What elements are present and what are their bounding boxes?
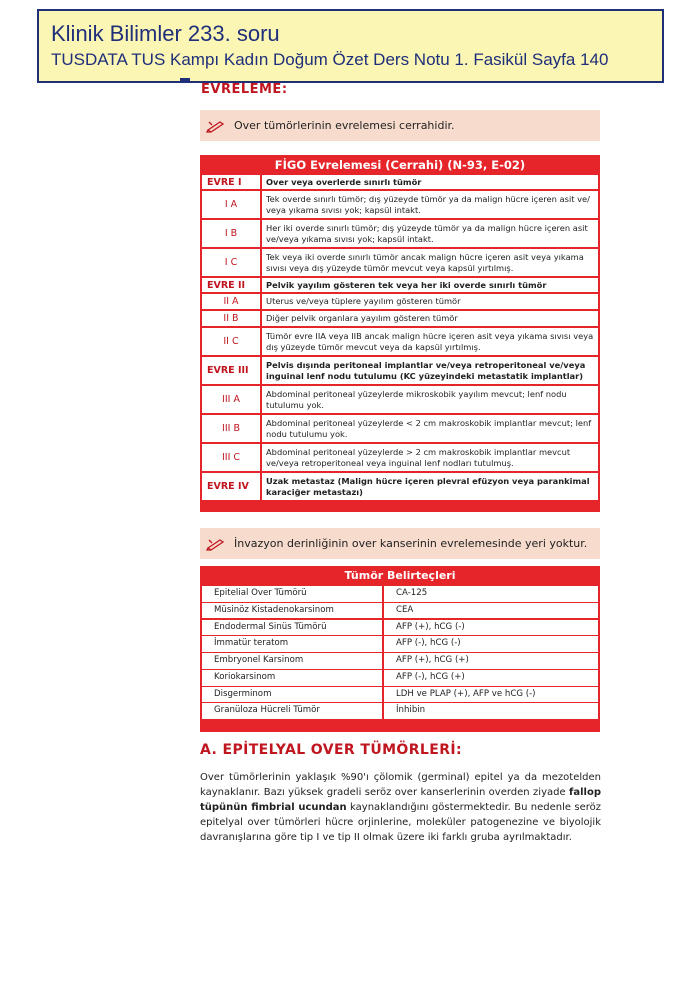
marker-row — [202, 636, 598, 652]
banner-subtitle: TUSDATA TUS Kampı Kadın Doğum Özet Ders Notu 1. Fasikül Sayfa 140 — [51, 50, 609, 69]
body-part-1: Over tümörlerinin yaklaşık %90'ı çölomik (germinal) epitel ya da mezotelden kaynaklanır. Bazı yüksek gradeli seröz over kanserlerinin overden ziyade — [200, 772, 601, 798]
figo-stage-desc: Abdominal peritoneal yüzeylerde < 2 cm makroskobik implantlar mevcut; lenf nodu tutulumu yok. — [266, 418, 592, 439]
figo-staging-table — [200, 155, 600, 512]
figo-stage-code: II B — [202, 311, 262, 326]
figo-table-title: FİGO Evrelemesi (Cerrahi) (N-93, E-02) — [274, 158, 526, 172]
marker-value: AFP (+), hCG (+) — [396, 655, 469, 666]
marker-tumor: Endodermal Sinüs Tümörü — [202, 620, 384, 636]
marker-row — [202, 670, 598, 686]
figo-row — [202, 473, 598, 500]
figo-stage-code: EVRE II — [202, 278, 262, 292]
figo-row — [202, 191, 598, 218]
figo-stage-desc: Tümör evre IIA veya IIB ancak malign hücre içeren asit veya yıkama sıvısı veya dış yüzeyde tümör mevcut veya da kapsül yırtılmış. — [266, 331, 594, 352]
question-banner — [37, 9, 664, 83]
figo-row — [202, 386, 598, 413]
marker-value: AFP (-), hCG (+) — [396, 671, 465, 682]
body-part-2: kaynaklandığını göstermektedir. Bu nedenle seröz epitelyal over tümörleri hücre orjinlerine, moleküler patogenezine ve biyolojik davranışlarına göre tip I ve tip II olmak üzere iki farklı gruba ayrılmaktadır. — [200, 802, 601, 843]
note-text: İnvazyon derinliğinin over kanserinin evrelemesinde yeri yoktur. — [234, 537, 588, 550]
section-mark — [180, 78, 190, 82]
subheading: A. EPİTELYAL OVER TÜMÖRLERİ: — [200, 742, 462, 758]
pen-icon — [206, 119, 226, 133]
figo-row — [202, 220, 598, 247]
marker-tumor: Disgerminom — [202, 687, 384, 703]
marker-value: İnhibin — [396, 705, 426, 716]
figo-stage-desc: Her iki overde sınırlı tümör; dış yüzeyde tümör ya da malign hücre içeren asit ve/veya yıkama sıvısı yok; kapsül intakt. — [266, 223, 588, 244]
banner-title: Klinik Bilimler 233. soru — [51, 21, 280, 46]
figo-stage-desc: Diğer pelvik organlara yayılım gösteren tümör — [266, 313, 458, 324]
marker-value: AFP (+), hCG (-) — [396, 621, 465, 632]
figo-stage-code: III A — [202, 386, 262, 413]
figo-row — [202, 311, 598, 326]
markers-rows — [202, 586, 598, 719]
marker-row — [202, 653, 598, 669]
body-bold: fallop tüpünün fimbrial ucundan — [200, 787, 601, 813]
body-paragraph — [200, 770, 601, 845]
marker-row — [202, 703, 598, 719]
figo-row — [202, 357, 598, 384]
figo-stage-desc: Uterus ve/veya tüplere yayılım gösteren tümör — [266, 296, 461, 307]
marker-row — [202, 586, 598, 602]
figo-rows — [202, 175, 598, 500]
figo-stage-desc: Over veya overlerde sınırlı tümör — [266, 176, 422, 187]
figo-stage-code: II A — [202, 294, 262, 309]
marker-row — [202, 620, 598, 636]
figo-stage-code: EVRE I — [202, 175, 262, 189]
marker-tumor: Granüloza Hücreli Tümör — [202, 703, 384, 719]
marker-value: AFP (-), hCG (-) — [396, 638, 461, 649]
figo-stage-code: III B — [202, 415, 262, 442]
figo-stage-code: I C — [202, 249, 262, 276]
marker-row — [202, 687, 598, 703]
figo-stage-code: EVRE IV — [202, 473, 262, 500]
marker-row — [202, 603, 598, 619]
marker-tumor: Müsinöz Kistadenokarsinom — [202, 603, 384, 619]
figo-stage-desc: Tek veya iki overde sınırlı tümör ancak malign hücre içeren asit veya yıkama sıvısı veya dış yüzeyde tümör mevcut veya kapsül yırtılmış. — [266, 252, 584, 273]
figo-row — [202, 278, 598, 292]
marker-tumor: Embryonel Karsinom — [202, 653, 384, 669]
figo-stage-code: EVRE III — [202, 357, 262, 384]
marker-tumor: Epitelial Over Tümörü — [202, 586, 384, 602]
marker-tumor: Koriokarsinom — [202, 670, 384, 686]
figo-stage-desc: Abdominal peritoneal yüzeylerde mikroskobik yayılım mevcut; lenf nodu tutulumu yok. — [266, 389, 567, 410]
markers-table-title: Tümör Belirteçleri — [344, 569, 456, 582]
note-text: Over tümörlerinin evrelemesi cerrahidir. — [234, 119, 455, 132]
figo-stage-code: I A — [202, 191, 262, 218]
figo-row — [202, 415, 598, 442]
figo-stage-desc: Abdominal peritoneal yüzeylerde > 2 cm makroskobik implantlar mevcut ve/veya retroperitoneal veya inguinal lenf nodları tutulmuş. — [266, 447, 571, 468]
figo-row — [202, 444, 598, 471]
section-title: EVRELEME: — [201, 82, 288, 97]
note-invasion-depth — [200, 528, 600, 559]
figo-stage-code: I B — [202, 220, 262, 247]
tumor-markers-table — [200, 566, 600, 732]
figo-row — [202, 249, 598, 276]
marker-tumor: İmmatür teratom — [202, 636, 384, 652]
figo-row — [202, 294, 598, 309]
figo-stage-desc: Pelvik yayılım gösteren tek veya her iki overde sınırlı tümör — [266, 279, 547, 290]
marker-value: CA-125 — [396, 588, 428, 598]
figo-row — [202, 175, 598, 189]
marker-value: CEA — [396, 604, 414, 615]
marker-value: LDH ve PLAP (+), AFP ve hCG (-) — [396, 688, 536, 699]
figo-stage-desc: Uzak metastaz (Malign hücre içeren plevral efüzyon veya parankimal karaciğer metastazı) — [266, 476, 590, 497]
pen-icon — [206, 537, 226, 551]
figo-row — [202, 328, 598, 355]
note-staging-surgical — [200, 110, 600, 141]
figo-stage-code: II C — [202, 328, 262, 355]
figo-stage-desc: Pelvis dışında peritoneal implantlar ve/veya retroperitoneal ve/veya inguinal lenf nodu tutulumu (KC yüzeyindeki metastatik implantlar) — [266, 360, 586, 381]
figo-stage-code: III C — [202, 444, 262, 471]
figo-stage-desc: Tek overde sınırlı tümör; dış yüzeyde tümör ya da malign hücre içeren asit ve/ veya yıkama sıvısı yok; kapsül intakt. — [266, 194, 590, 215]
